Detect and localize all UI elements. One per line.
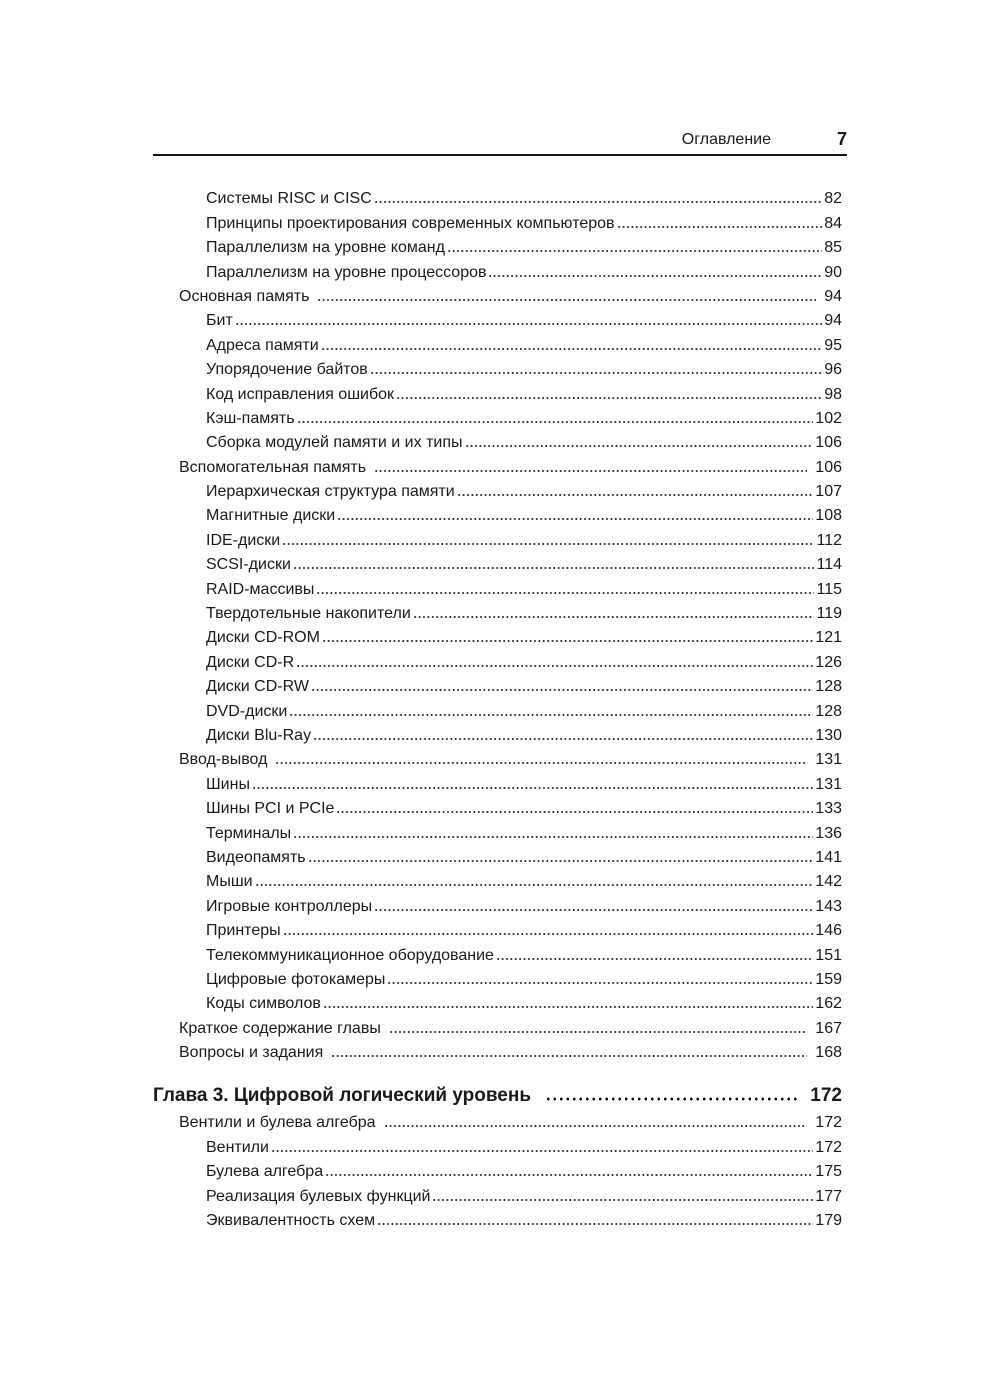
dot-leader bbox=[387, 981, 813, 985]
dot-leader bbox=[311, 688, 813, 692]
toc-entry-page: 128 bbox=[815, 702, 842, 720]
dot-leader bbox=[293, 566, 815, 570]
dot-leader bbox=[465, 444, 814, 448]
toc-entry-page: 175 bbox=[815, 1163, 842, 1181]
toc-entry-title: Телекоммуникационное оборудование bbox=[206, 946, 494, 964]
toc-entry-page: 108 bbox=[815, 507, 842, 525]
dot-leader bbox=[488, 274, 822, 278]
dot-leader bbox=[336, 810, 813, 814]
toc-entry-title: Эквивалентность схем bbox=[206, 1212, 376, 1230]
toc-subsection-entry[interactable] bbox=[153, 331, 842, 355]
toc-subsection-entry[interactable] bbox=[153, 405, 842, 429]
dot-leader bbox=[374, 200, 822, 204]
dot-leader bbox=[389, 1030, 807, 1034]
toc-entry-page: 94 bbox=[824, 312, 842, 330]
dot-leader bbox=[377, 1222, 813, 1226]
dot-leader bbox=[384, 1124, 808, 1128]
toc-subsection-entry[interactable] bbox=[153, 1207, 842, 1231]
toc-subsection-entry[interactable] bbox=[153, 502, 842, 526]
toc-section-entry[interactable] bbox=[153, 1039, 842, 1063]
toc-subsection-entry[interactable] bbox=[153, 770, 842, 794]
toc-entry-title: Твердотельные накопители bbox=[206, 605, 411, 623]
toc-entry-page: 90 bbox=[824, 263, 842, 281]
toc-subsection-entry[interactable] bbox=[153, 1182, 842, 1206]
toc-section-entry[interactable] bbox=[153, 1109, 842, 1133]
dot-leader bbox=[370, 371, 822, 375]
toc-entry-page: 130 bbox=[815, 726, 842, 744]
dot-leader bbox=[289, 713, 813, 717]
dot-leader bbox=[447, 249, 822, 253]
toc-subsection-entry[interactable] bbox=[153, 551, 842, 575]
toc-subsection-entry[interactable] bbox=[153, 1133, 842, 1157]
toc-subsection-entry[interactable] bbox=[153, 234, 842, 258]
toc-entry-page: 126 bbox=[815, 653, 842, 671]
dot-leader bbox=[413, 615, 815, 619]
toc-entry-title: IDE-диски bbox=[206, 531, 281, 549]
toc-entry-title: Диски Blu-Ray bbox=[206, 726, 312, 744]
dot-leader bbox=[323, 1005, 813, 1009]
toc-entry-title: Параллелизм на уровне команд bbox=[206, 239, 445, 257]
toc-entry-page: 85 bbox=[824, 239, 842, 257]
dot-leader bbox=[374, 469, 807, 473]
toc-subsection-entry[interactable] bbox=[153, 624, 842, 648]
toc-entry-title: RAID-массивы bbox=[206, 580, 315, 598]
dot-leader bbox=[337, 517, 813, 521]
toc-entry-title: Бит bbox=[206, 312, 233, 330]
dot-leader bbox=[296, 664, 813, 668]
toc-entry-title: Принтеры bbox=[206, 922, 281, 940]
toc-entry-page: 96 bbox=[824, 361, 842, 379]
toc-entry-title: Коды символов bbox=[206, 995, 321, 1013]
toc-entry-page: 159 bbox=[815, 970, 842, 988]
toc-subsection-entry[interactable] bbox=[153, 819, 842, 843]
toc-entry-page: 151 bbox=[815, 946, 842, 964]
toc-subsection-entry[interactable] bbox=[153, 380, 842, 404]
toc-subsection-entry[interactable] bbox=[153, 307, 842, 331]
toc-entry-page: 177 bbox=[815, 1187, 842, 1205]
toc-entry-title: Упорядочение байтов bbox=[206, 361, 368, 379]
toc-subsection-entry[interactable] bbox=[153, 868, 842, 892]
toc-subsection-entry[interactable] bbox=[153, 356, 842, 380]
dot-leader bbox=[374, 908, 813, 912]
toc-subsection-entry[interactable] bbox=[153, 844, 842, 868]
toc-entry-page: 172 bbox=[815, 1114, 842, 1132]
toc-entry-title: Краткое содержание главы bbox=[179, 1019, 381, 1037]
toc-subsection-entry[interactable] bbox=[153, 697, 842, 721]
toc-subsection-entry[interactable] bbox=[153, 429, 842, 453]
toc-entry-title: Кэш-память bbox=[206, 409, 295, 427]
dot-leader bbox=[331, 1054, 807, 1058]
toc-entry-page: 142 bbox=[815, 873, 842, 891]
toc-entry-page: 94 bbox=[824, 287, 842, 305]
toc-entry-title: Реализация булевых функций bbox=[206, 1187, 431, 1205]
toc-entry-title: Игровые контроллеры bbox=[206, 897, 373, 915]
toc-section-chapter-2 bbox=[153, 185, 842, 1063]
toc-chapter-title: Глава 3. Цифровой логический уровень bbox=[153, 1085, 532, 1107]
toc-entry-page: 146 bbox=[815, 922, 842, 940]
toc-entry-page: 106 bbox=[815, 458, 842, 476]
toc-entry-title: Системы RISC и CISC bbox=[206, 190, 372, 208]
toc-entry-title: Ввод-вывод bbox=[179, 751, 268, 769]
dot-leader bbox=[235, 322, 822, 326]
dot-leader bbox=[322, 639, 813, 643]
toc-entry-page: 131 bbox=[815, 751, 842, 769]
dot-leader bbox=[617, 225, 823, 229]
toc-subsection-entry[interactable] bbox=[153, 185, 842, 209]
dot-leader bbox=[293, 835, 813, 839]
toc-entry-title: SCSI-диски bbox=[206, 556, 291, 574]
toc-entry-title: Магнитные диски bbox=[206, 507, 336, 525]
running-header bbox=[153, 128, 847, 156]
toc-entry-page: 82 bbox=[824, 190, 842, 208]
dot-leader bbox=[252, 786, 813, 790]
toc-subsection-entry[interactable] bbox=[153, 673, 842, 697]
dot-leader bbox=[545, 1097, 798, 1101]
dot-leader bbox=[275, 761, 807, 765]
toc-entry-page: 141 bbox=[815, 848, 842, 866]
dot-leader bbox=[308, 859, 814, 863]
dot-leader bbox=[313, 737, 813, 741]
toc-entry-page: 128 bbox=[815, 678, 842, 696]
toc-subsection-entry[interactable] bbox=[153, 917, 842, 941]
toc-entry-page: 172 bbox=[815, 1138, 842, 1156]
table-of-contents bbox=[153, 185, 842, 1231]
toc-section-chapter-3 bbox=[153, 1109, 842, 1231]
toc-subsection-entry[interactable] bbox=[153, 258, 842, 282]
toc-subsection-entry[interactable] bbox=[153, 600, 842, 624]
toc-entry-title: Вопросы и задания bbox=[179, 1044, 324, 1062]
toc-entry-title: Вентили и булева алгебра bbox=[179, 1114, 376, 1132]
toc-subsection-entry[interactable] bbox=[153, 209, 842, 233]
toc-subsection-entry[interactable] bbox=[153, 478, 842, 502]
dot-leader bbox=[496, 957, 813, 961]
toc-entry-page: 102 bbox=[815, 409, 842, 427]
toc-entry-page: 121 bbox=[815, 629, 842, 647]
dot-leader bbox=[297, 420, 814, 424]
toc-entry-title: Адреса памяти bbox=[206, 336, 319, 354]
toc-entry-title: Сборка модулей памяти и их типы bbox=[206, 434, 463, 452]
toc-entry-title: Диски CD-RW bbox=[206, 678, 309, 696]
toc-entry-page: 133 bbox=[815, 800, 842, 818]
toc-subsection-entry[interactable] bbox=[153, 526, 842, 550]
toc-subsection-entry[interactable] bbox=[153, 941, 842, 965]
toc-subsection-entry[interactable] bbox=[153, 795, 842, 819]
toc-entry-title: Диски CD-R bbox=[206, 653, 295, 671]
toc-entry-title: Диски CD-ROM bbox=[206, 629, 320, 647]
toc-entry-title: Вентили bbox=[206, 1138, 269, 1156]
toc-entry-title: Код исправления ошибок bbox=[206, 385, 395, 403]
toc-entry-page: 179 bbox=[815, 1212, 842, 1230]
toc-entry-title: Вспомогательная память bbox=[179, 458, 367, 476]
toc-entry-page: 106 bbox=[815, 434, 842, 452]
dot-leader bbox=[325, 1173, 813, 1177]
toc-subsection-entry[interactable] bbox=[153, 966, 842, 990]
dot-leader bbox=[432, 1198, 813, 1202]
toc-section-entry[interactable] bbox=[153, 746, 842, 770]
toc-entry-title: Терминалы bbox=[206, 824, 292, 842]
toc-subsection-entry[interactable] bbox=[153, 990, 842, 1014]
toc-entry-title: Видеопамять bbox=[206, 848, 306, 866]
toc-entry-title: Цифровые фотокамеры bbox=[206, 970, 386, 988]
dot-leader bbox=[396, 396, 822, 400]
dot-leader bbox=[457, 493, 814, 497]
toc-entry-page: 167 bbox=[815, 1019, 842, 1037]
toc-entry-page: 84 bbox=[824, 214, 842, 232]
toc-entry-title: DVD-диски bbox=[206, 702, 288, 720]
dot-leader bbox=[283, 932, 814, 936]
toc-subsection-entry[interactable] bbox=[153, 892, 842, 916]
toc-entry-page: 119 bbox=[816, 605, 842, 623]
toc-entry-page: 143 bbox=[815, 897, 842, 915]
toc-entry-title: Шины bbox=[206, 775, 250, 793]
toc-chapter-page: 172 bbox=[810, 1085, 842, 1107]
toc-entry-title: Шины PCI и PCIe bbox=[206, 800, 335, 818]
toc-chapter-heading[interactable] bbox=[153, 1081, 842, 1107]
toc-subsection-entry[interactable] bbox=[153, 1158, 842, 1182]
toc-entry-title: Параллелизм на уровне процессоров bbox=[206, 263, 487, 281]
toc-entry-page: 115 bbox=[816, 580, 842, 598]
toc-subsection-entry[interactable] bbox=[153, 648, 842, 672]
dot-leader bbox=[255, 883, 814, 887]
toc-section-entry[interactable] bbox=[153, 283, 842, 307]
dot-leader bbox=[316, 591, 814, 595]
toc-entry-page: 95 bbox=[824, 336, 842, 354]
dot-leader bbox=[317, 298, 816, 302]
toc-entry-page: 107 bbox=[815, 483, 842, 501]
toc-entry-title: Булева алгебра bbox=[206, 1163, 324, 1181]
toc-entry-page: 131 bbox=[815, 775, 842, 793]
toc-entry-title: Иерархическая структура памяти bbox=[206, 483, 455, 501]
dot-leader bbox=[282, 542, 814, 546]
toc-section-entry[interactable] bbox=[153, 453, 842, 477]
toc-entry-page: 114 bbox=[816, 556, 842, 574]
toc-section-entry[interactable] bbox=[153, 1014, 842, 1038]
toc-entry-page: 136 bbox=[815, 824, 842, 842]
dot-leader bbox=[271, 1149, 813, 1153]
toc-entry-page: 98 bbox=[824, 385, 842, 403]
toc-entry-page: 112 bbox=[816, 531, 842, 549]
toc-entry-title: Принципы проектирования современных компьютеров bbox=[206, 214, 615, 232]
toc-subsection-entry[interactable] bbox=[153, 722, 842, 746]
toc-entry-title: Мыши bbox=[206, 873, 253, 891]
page-number: 7 bbox=[836, 129, 847, 149]
toc-subsection-entry[interactable] bbox=[153, 575, 842, 599]
toc-entry-page: 168 bbox=[815, 1044, 842, 1062]
toc-entry-page: 162 bbox=[815, 995, 842, 1013]
dot-leader bbox=[321, 347, 823, 351]
running-header-title: Оглавление bbox=[681, 131, 771, 148]
toc-entry-title: Основная память bbox=[179, 287, 310, 305]
